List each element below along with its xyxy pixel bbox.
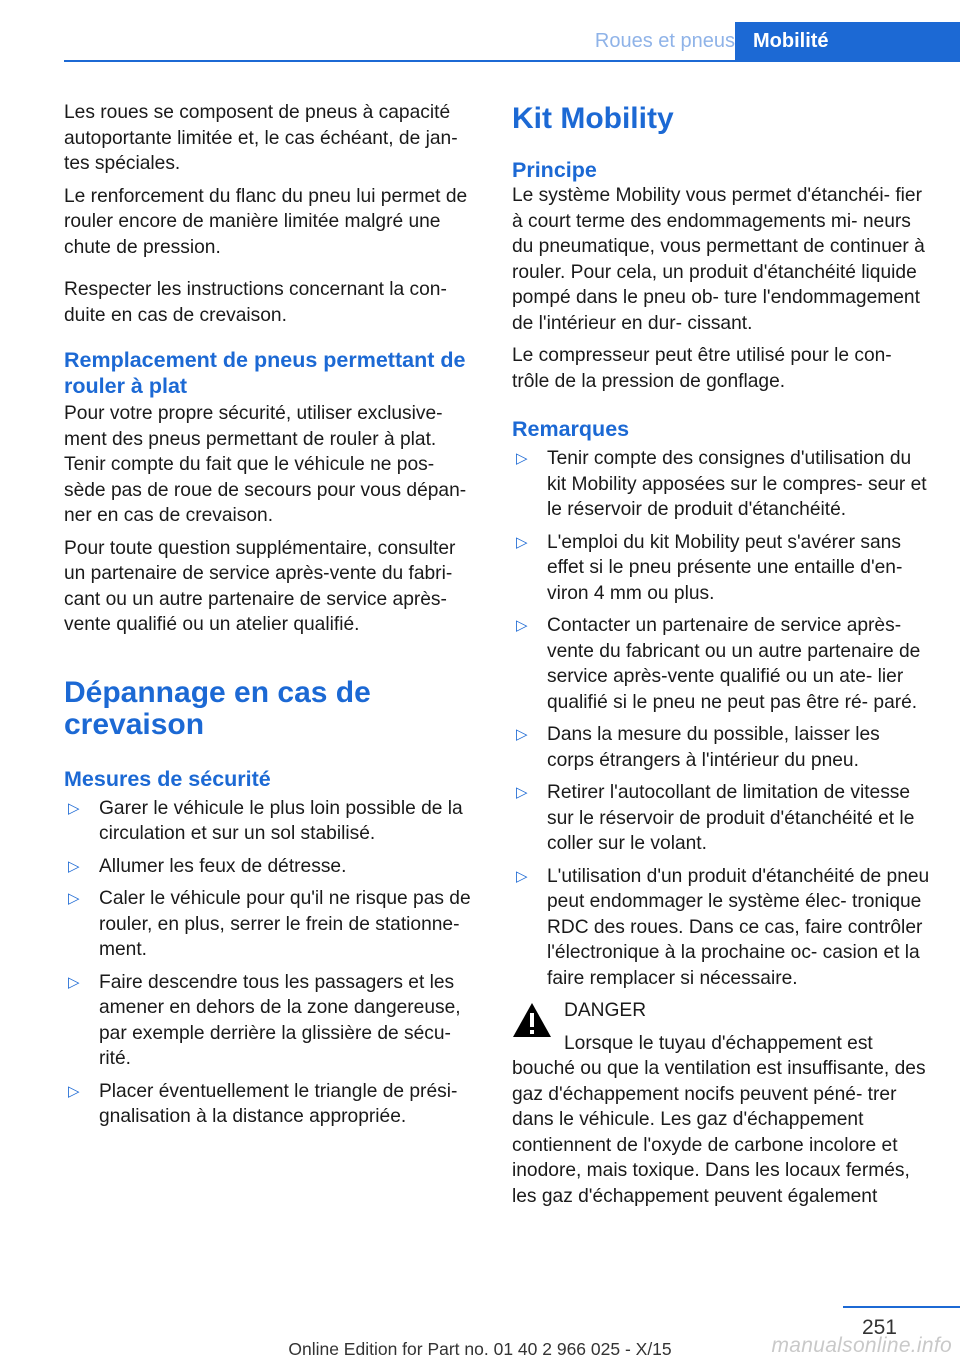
- page-header: [64, 22, 960, 62]
- list-item: ▷ Faire descendre tous les passagers et les amener en dehors de la zone dangereuse, par exemple derrière la glissière de sécu‐ rité.: [68, 971, 461, 1069]
- triangle-bullet-icon: ▷: [68, 857, 80, 875]
- paragraph: Les roues se composent de pneus à capacité autoportante limitée et, le cas échéant, de jan‐ tes spéciales.: [64, 102, 458, 174]
- triangle-bullet-icon: ▷: [516, 450, 528, 467]
- list-item: ▷ Garer le véhicule le plus loin possible de la circulation et sur un sol stabilisé.: [68, 797, 463, 844]
- list-item: ▷ Tenir compte des consignes d'utilisation du kit Mobility apposées sur le compres‐ seur et le réservoir de produit d'étanchéité.: [516, 448, 927, 520]
- list-item: ▷ Caler le véhicule pour qu'il ne risque pas de rouler, en plus, serrer le frein de stationne‐ ment.: [68, 888, 471, 960]
- section-heading: Principe: [512, 158, 597, 182]
- section-heading: Remplacement de pneus permettant de rouler à plat: [64, 348, 466, 398]
- list-item: ▷ L'utilisation d'un produit d'étanchéité de pneu peut endommager le système élec‐ tronique RDC des roues. Dans ce cas, faire contrôler l'électronique à la prochaine oc‐ casion et la faire remplacer si nécessaire.: [516, 865, 930, 989]
- paragraph: Le renforcement du flanc du pneu lui permet de rouler encore de manière limitée malgré une chute de pression.: [64, 185, 468, 258]
- warning-triangle-icon: [512, 1002, 552, 1038]
- chapter-heading: Dépannage en cas de crevaison: [64, 675, 371, 741]
- list-item: ▷ Contacter un partenaire de service après- vente du fabricant ou un autre partenaire de service après-vente qualifié ou un ate‐ lier qualifié si le pneu ne peut pas être ré‐ paré.: [516, 615, 921, 713]
- safety-list: [64, 796, 480, 1130]
- triangle-bullet-icon: ▷: [516, 726, 528, 743]
- paragraph: Le compresseur peut être utilisé pour le con‐ trôle de la pression de gonflage.: [512, 345, 892, 392]
- chapter-heading: Kit Mobility: [512, 102, 674, 135]
- section-heading: Remarques: [512, 417, 630, 441]
- section-tab[interactable]: Roues et pneus: [594, 30, 735, 52]
- triangle-bullet-icon: ▷: [68, 890, 80, 907]
- danger-text: bouché ou que la ventilation est insuffisante, des gaz d'échappement nocifs peuvent péné‐ trer dans le véhicule. Les gaz d'échappement contiennent de l'oxyde de carbone incolore et inodore, mais toxique. Dans les locaux fermés, les gaz d'échappement peuvent également: [512, 1058, 926, 1207]
- section-heading: Mesures de sécurité: [64, 766, 271, 791]
- paragraph: Respecter les instructions concernant la con‐ duite en cas de crevaison.: [64, 279, 447, 326]
- header-rule: [64, 60, 960, 62]
- right-column: [512, 103, 930, 1209]
- list-item: ▷ Allumer les feux de détresse.: [64, 854, 480, 880]
- triangle-bullet-icon: ▷: [68, 799, 80, 817]
- remarks-list: [512, 446, 930, 991]
- page-number: 251: [861, 1316, 897, 1339]
- triangle-bullet-icon: ▷: [516, 533, 528, 551]
- footer-rule: [843, 1306, 960, 1308]
- triangle-bullet-icon: ▷: [68, 1082, 80, 1100]
- danger-text-first-line: Lorsque le tuyau d'échappement est: [564, 1032, 873, 1054]
- list-item: ▷ Placer éventuellement le triangle de prési‐ gnalisation à la distance appropriée.: [68, 1080, 458, 1127]
- list-item: ▷ Dans la mesure du possible, laisser les corps étrangers à l'intérieur du pneu.: [516, 724, 880, 771]
- triangle-bullet-icon: ▷: [68, 973, 80, 991]
- paragraph: Pour toute question supplémentaire, consulter un partenaire de service après-vente du fabri‐ cant ou un autre partenaire de service après- vente qualifié ou un atelier qualifié.: [64, 537, 456, 635]
- triangle-bullet-icon: ▷: [516, 867, 528, 885]
- edition-note: Online Edition for Part no. 01 40 2 966 025 - X/15: [288, 1339, 672, 1359]
- paragraph: Pour votre propre sécurité, utiliser exclusive‐ ment des pneus permettant de rouler à plat. Tenir compte du fait que le véhicule ne pos‐ sède pas de roue de secours pour vous dépan‐ ner en cas de crevaison.: [64, 403, 467, 526]
- list-item: ▷ L'emploi du kit Mobility peut s'avérer sans effet si le pneu présente une entaille d'en‐ viron 4 mm ou plus.: [516, 531, 903, 604]
- chapter-tab[interactable]: Mobilité: [735, 22, 960, 62]
- paragraph: Le système Mobility vous permet d'étanchéi‐ fier à court terme des endommagements mi‐ neurs du pneumatique, vous permettant de continuer à rouler. Pour cela, un produit d'étanchéité liquide pompé dans le pneu ob‐ ture l'endommagement de l'intérieur en dur‐ cissant.: [512, 185, 925, 334]
- danger-title: DANGER: [564, 1000, 647, 1021]
- danger-notice: [512, 998, 930, 1209]
- left-column: [64, 100, 480, 1137]
- triangle-bullet-icon: ▷: [516, 617, 528, 634]
- triangle-bullet-icon: ▷: [516, 784, 528, 801]
- list-item: ▷ Retirer l'autocollant de limitation de vitesse sur le réservoir de produit d'étanchéité et le coller sur le volant.: [516, 782, 915, 854]
- watermark: manualsonline.info: [771, 1334, 952, 1357]
